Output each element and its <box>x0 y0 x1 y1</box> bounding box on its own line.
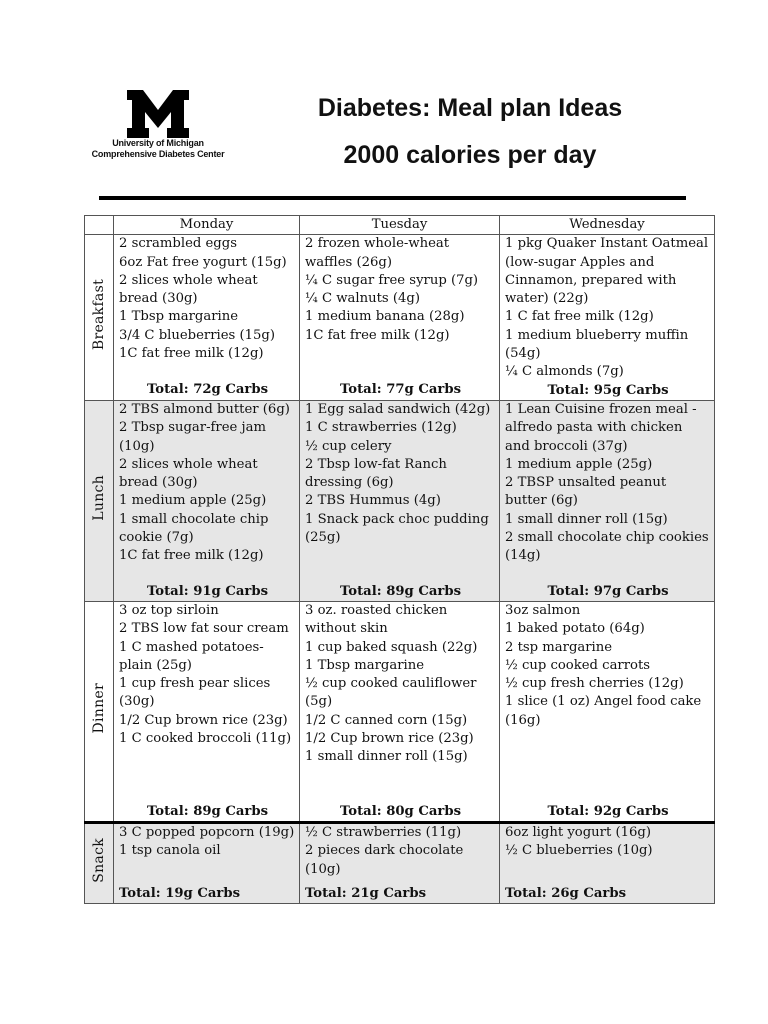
food-item: 2 TBS almond butter (6g) <box>119 401 290 417</box>
carb-total: Total: 72g Carbs <box>147 382 268 397</box>
food-item: 6oz Fat free yogurt (15g) <box>119 254 287 270</box>
page-title: Diabetes: Meal plan Ideas <box>317 94 623 122</box>
page-subtitle: 2000 calories per day <box>343 141 597 169</box>
food-item: 1 C strawberries (12g) <box>305 420 457 436</box>
logo-text-university: University of Michigan <box>112 138 204 148</box>
meal-cell <box>114 400 300 601</box>
food-item: 1 small dinner roll (15g) <box>305 749 468 765</box>
corner-cell <box>85 216 114 235</box>
food-item: 3 oz. roasted chicken without skin <box>305 602 448 637</box>
food-item: 1 medium apple (25g) <box>119 493 267 509</box>
food-item: 1 pkg Quaker Instant Oatmeal (low-sugar Apples and Cinnamon, prepared with water) (22g) <box>505 236 709 307</box>
food-item: 1 cup baked squash (22g) <box>305 639 478 655</box>
carb-total: Total: 89g Carbs <box>147 803 268 819</box>
meal-cell <box>500 235 715 401</box>
meal-cell <box>300 822 500 903</box>
food-item: ½ cup cooked cauliflower (5g) <box>305 676 477 710</box>
meal-cell <box>500 400 715 601</box>
food-item: 1 baked potato (64g) <box>505 621 645 637</box>
food-item: 6oz light yogurt (16g) <box>505 824 651 840</box>
meal-row-snack <box>85 822 715 903</box>
food-item: 1C fat free milk (12g) <box>119 346 264 362</box>
day-header: Tuesday <box>300 216 500 235</box>
food-item: ½ cup celery <box>305 438 392 454</box>
day-header: Wednesday <box>500 216 715 235</box>
food-item: 1 Egg salad sandwich (42g) <box>305 401 491 417</box>
logo-text-center: Comprehensive Diabetes Center <box>91 149 225 159</box>
block-m-icon <box>125 90 191 138</box>
food-item: 2 Tbsp sugar-free jam (10g) <box>119 420 266 454</box>
food-item: 1 tsp canola oil <box>119 843 221 859</box>
food-item: 1 Tbsp margarine <box>305 657 425 673</box>
meal-row-lunch <box>85 400 715 601</box>
food-item: 1 Lean Cuisine frozen meal - alfredo pasta with chicken and broccoli (37g) <box>505 401 697 454</box>
food-item: 2 TBSP unsalted peanut butter (6g) <box>505 475 667 509</box>
food-item: 2 pieces dark chocolate (10g) <box>305 843 464 877</box>
carb-total: Total: 91g Carbs <box>147 583 268 599</box>
food-item: ½ cup fresh cherries (12g) <box>505 676 684 692</box>
food-item: 3oz salmon <box>505 602 581 618</box>
meal-row-dinner <box>85 601 715 822</box>
food-item: 1 medium banana (28g) <box>305 309 465 325</box>
food-item: ½ C blueberries (10g) <box>505 843 653 859</box>
food-item: 1 medium apple (25g) <box>505 456 653 472</box>
carb-total: Total: 21g Carbs <box>305 885 426 901</box>
meal-cell <box>300 400 500 601</box>
meal-cell <box>300 601 500 822</box>
meal-cell <box>500 601 715 822</box>
food-item: 1 C fat free milk (12g) <box>505 309 654 325</box>
university-logo <box>88 90 228 160</box>
food-item: 1 C mashed potatoes-plain (25g) <box>119 639 264 673</box>
meal-label: Dinner <box>90 683 107 734</box>
food-item: 1 Tbsp margarine <box>119 309 239 325</box>
meal-label-cell <box>85 822 114 903</box>
carb-total: Total: 80g Carbs <box>340 803 461 819</box>
carb-total: Total: 19g Carbs <box>119 885 240 901</box>
meal-label-cell <box>85 400 114 601</box>
food-item: 1/2 Cup brown rice (23g) <box>119 712 288 728</box>
meal-cell <box>114 601 300 822</box>
food-item: 1/2 Cup brown rice (23g) <box>305 731 474 747</box>
food-item: ¼ C walnuts (4g) <box>305 291 420 307</box>
food-item: 1 medium blueberry muffin (54g) <box>505 327 689 362</box>
meal-row-breakfast <box>85 235 715 401</box>
day-header: Monday <box>114 216 300 235</box>
meal-plan-table <box>84 215 715 904</box>
food-item: 3 C popped popcorn (19g) <box>119 824 295 840</box>
carb-total: Total: 92g Carbs <box>547 803 669 819</box>
food-item: 2 small chocolate chip cookies (14g) <box>505 530 709 564</box>
carb-total: Total: 89g Carbs <box>340 583 461 599</box>
food-item: 1C fat free milk (12g) <box>119 548 264 564</box>
food-item: 1C fat free milk (12g) <box>305 327 450 343</box>
food-item: 1 small chocolate chip cookie (7g) <box>119 511 269 546</box>
carb-total: Total: 77g Carbs <box>340 382 461 397</box>
day-header-row <box>85 216 715 235</box>
meal-label: Lunch <box>90 474 107 521</box>
carb-total: Total: 26g Carbs <box>505 885 626 901</box>
meal-label: Snack <box>90 837 107 883</box>
food-item: ¼ C sugar free syrup (7g) <box>305 272 479 288</box>
food-item: 2 scrambled eggs <box>119 236 237 252</box>
meal-label-cell <box>85 235 114 401</box>
meal-cell <box>114 822 300 903</box>
food-item: 2 TBS Hummus (4g) <box>305 493 441 509</box>
food-item: 2 Tbsp low-fat Ranch dressing (6g) <box>305 456 447 491</box>
carb-total: Total: 97g Carbs <box>547 583 669 599</box>
food-item: 2 tsp margarine <box>505 639 613 655</box>
food-item: 2 TBS low fat sour cream <box>119 621 289 637</box>
food-item: ½ C strawberries (11g) <box>305 824 462 840</box>
food-item: 2 frozen whole-wheat waffles (26g) <box>305 236 450 270</box>
meal-cell <box>114 235 300 401</box>
meal-cell <box>500 822 715 903</box>
carb-total: Total: 95g Carbs <box>547 382 669 398</box>
meal-label-cell <box>85 601 114 822</box>
food-item: 1 small dinner roll (15g) <box>505 511 668 527</box>
food-item: 2 slices whole wheat bread (30g) <box>119 456 258 491</box>
food-item: 1 C cooked broccoli (11g) <box>119 731 292 747</box>
food-item: ½ cup cooked carrots <box>505 657 651 673</box>
food-item: ¼ C almonds (7g) <box>505 364 624 380</box>
food-item: 3/4 C blueberries (15g) <box>119 327 276 343</box>
header-divider <box>99 196 686 200</box>
food-item: 1 cup fresh pear slices (30g) <box>119 676 271 710</box>
food-item: 1/2 C canned corn (15g) <box>305 712 468 728</box>
food-item: 2 slices whole wheat bread (30g) <box>119 272 258 307</box>
food-item: 1 slice (1 oz) Angel food cake (16g) <box>505 694 702 728</box>
food-item: 3 oz top sirloin <box>119 602 219 618</box>
meal-label: Breakfast <box>90 278 107 351</box>
meal-cell <box>300 235 500 401</box>
food-item: 1 Snack pack choc pudding (25g) <box>305 511 489 546</box>
